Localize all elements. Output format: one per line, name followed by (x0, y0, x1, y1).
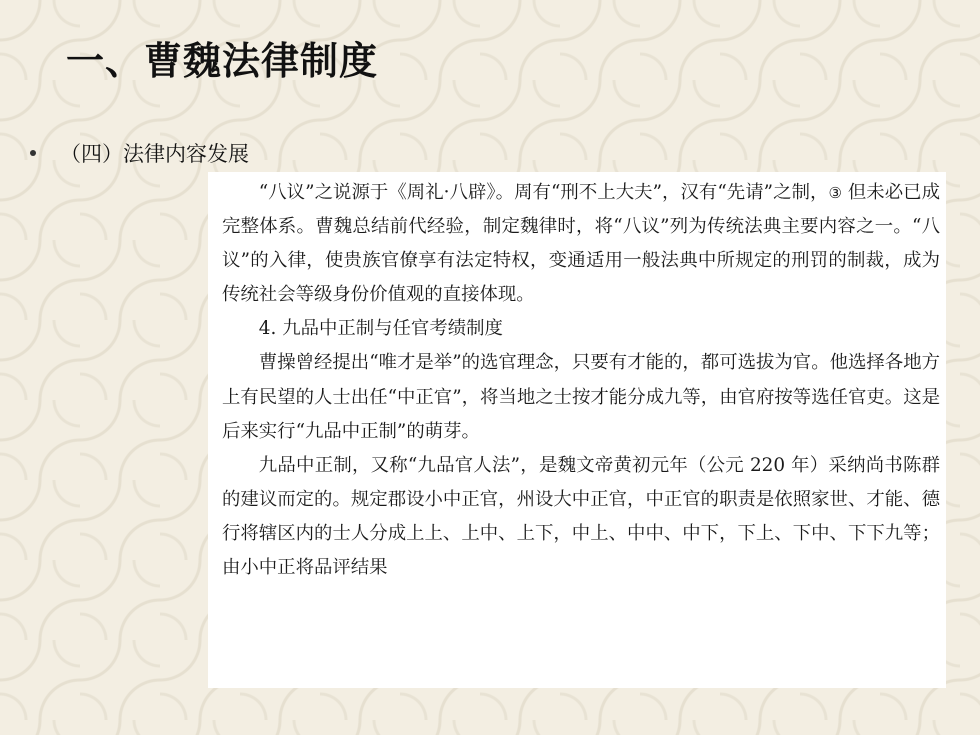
book-page-excerpt (208, 172, 946, 688)
footnote-marker: ③ (828, 184, 842, 202)
bullet-dot-icon (30, 150, 36, 156)
slide-title: 一、曹魏法律制度 (66, 39, 379, 83)
paragraph-eight-deliberations (222, 176, 940, 312)
bullet-item (30, 138, 249, 168)
paragraph-text-part2: 但未必已成完整体系。曹魏总结前代经验，制定魏律时，将“八议”列为传统法典主要内容之一。“八议”的入律，使贵族官僚享有法定特权，变通适用一般法典中所规定的刑罚的制裁，成为传统社会等级身份价值观的直接体现。 (222, 182, 940, 306)
section-heading: 4. 九品中正制与任官考绩制度 (258, 318, 503, 340)
paragraph-text-part1: “八议”之说源于《周礼·八辟》。周有“刑不上大夫”，汉有“先请”之制， (258, 182, 829, 203)
bullet-text: （四）法律内容发展 (60, 142, 249, 166)
paragraph-cao-cao: 曹操曾经提出“唯才是举”的选官理念，只要有才能的，都可选拔为官。他选择各地方上有民望的人士出任“中正官”，将当地之士按才能分成九等，由官府按等选任官吏。这是后来实行“九品中正制”的萌芽。 (222, 352, 940, 442)
paragraph-nine-rank-system: 九品中正制，又称“九品官人法”，是魏文帝黄初元年（公元 220 年）采纳尚书陈群的建议而定的。规定郡设小中正官，州设大中正官，中正官的职责是依照家世、才能、德行将辖区内的士人分成上上、上中、上下，中上、中中、中下，下上、下中、下下九等；由小中正将品评结果 (222, 454, 940, 579)
